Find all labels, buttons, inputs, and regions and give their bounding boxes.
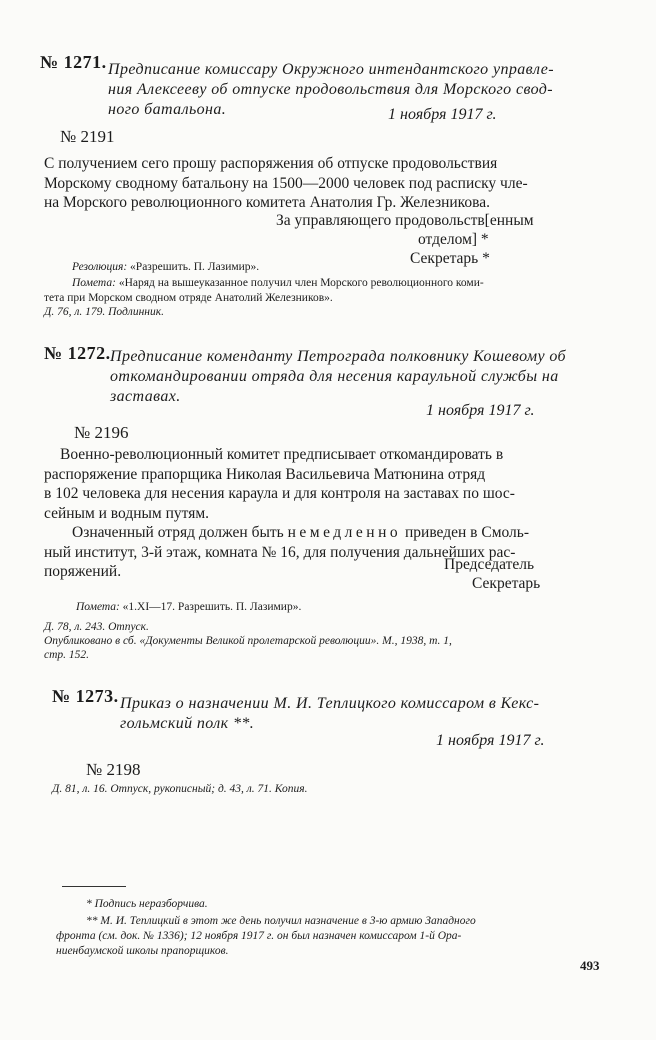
footnote-divider: [62, 886, 126, 887]
mark-label: Пометa:: [76, 601, 120, 613]
signature-line: Секретарь *: [410, 250, 490, 267]
doc-1271-heading-line: Предписание комиссару Окружного интендантского управле-: [108, 61, 555, 78]
doc-1273-heading-line: гольмский полк **.: [120, 715, 255, 732]
doc-1271-number: № 1271.: [40, 52, 107, 72]
doc-1272-heading-line: откомандировании отряда для несения караульной службы на: [110, 368, 559, 385]
doc-1272-number: № 1272.: [44, 343, 111, 363]
mark-text: тета при Морском сводном отряде Анатолий Железников».: [44, 292, 333, 304]
doc-1272-date: 1 ноября 1917 г.: [426, 402, 535, 419]
body-line: на Морского революционного комитета Анатолия Гр. Железникова.: [44, 194, 491, 211]
doc-1272-outgoing-number: № 2196: [74, 423, 129, 442]
body-line: сейным и водным путям.: [44, 504, 210, 522]
doc-1273-archive: Д. 81, л. 16. Отпуск, рукописный; д. 43, л. 71. Копия.: [52, 783, 308, 795]
doc-1272-heading-line: заставах.: [110, 388, 181, 405]
doc-1271-heading-line: ния Алексееву об отпуске продовольствия для Морского свод-: [108, 81, 554, 98]
body-line: С получением сего прошу распоряжения об отпуске продовольствия: [44, 155, 498, 172]
doc-1271-heading: [108, 60, 608, 120]
signature-line: За управляющего продовольств[енным: [276, 212, 534, 229]
footnotes: [56, 897, 606, 959]
body-line: Военно-революционный комитет предписывает откомандировать в: [60, 446, 504, 463]
body-line: распоряжение прапорщика Николая Васильевича Матюнина отряд: [44, 465, 486, 483]
resolution-label: Резолюция:: [72, 261, 128, 273]
archive-line: Д. 78, л. 243. Отпуск.: [44, 621, 149, 633]
doc-1272-archive: [44, 620, 606, 662]
doc-1271-mark: [44, 276, 606, 306]
footnote-line: ниенбаумской школы прапорщиков.: [56, 945, 229, 957]
doc-1272-signature: [444, 555, 604, 593]
page-number: 493: [580, 958, 600, 973]
doc-1273-outgoing-number: № 2198: [86, 760, 141, 779]
signature-line: Председатель: [444, 556, 535, 573]
doc-1271-archive: Д. 76, л. 179. Подлинник.: [44, 306, 164, 318]
doc-1273-date: 1 ноября 1917 г.: [436, 732, 545, 749]
mark-label: Помета:: [72, 277, 116, 289]
doc-1273-heading-line: Приказ о назначении М. И. Теплицкого комиссаром в Кекс-: [120, 695, 540, 712]
footnote-line: ** М. И. Теплицкий в этот же день получил назначение в 3-ю армию Западного: [86, 915, 476, 927]
doc-1272-heading-line: Предписание коменданту Петрограда полковнику Кошевому об: [110, 348, 567, 365]
mark-text: «Наряд на вышеуказанное получил член Морского революционного коми-: [118, 277, 484, 289]
emphasized-word: немедленно: [287, 524, 402, 541]
body-text: приведен в Смоль-: [404, 524, 530, 541]
doc-1271-date: 1 ноября 1917 г.: [388, 106, 497, 123]
doc-1271-signature: [276, 211, 556, 268]
doc-1273-number: № 1273.: [52, 686, 119, 706]
archive-line: Опубликовано в сб. «Документы Великой пролетарской революции». М., 1938, т. 1,: [44, 635, 452, 647]
doc-1271-resolution: [72, 260, 259, 275]
doc-1272-heading: [110, 347, 610, 407]
body-line: [44, 523, 606, 543]
footnote-line: * Подпись неразборчива.: [86, 898, 208, 910]
body-line: поряжений.: [44, 563, 122, 580]
archive-line: стр. 152.: [44, 649, 90, 661]
mark-text: «1.XI—17. Разрешить. П. Лазимир».: [122, 601, 302, 613]
doc-1271-body: [44, 154, 606, 213]
doc-1271-heading-line: ного батальона.: [108, 101, 227, 118]
body-text: Означенный отряд должен быть: [72, 524, 284, 541]
doc-1272-mark: [76, 600, 301, 615]
body-line: ный институт, 3-й этаж, комната № 16, для получения дальнейших рас-: [44, 543, 516, 561]
signature-line: Секретарь: [472, 575, 541, 592]
footnote-line: фронта (см. док. № 1336); 12 ноября 1917 г. он был назначен комиссаром 1-й Ора-: [56, 930, 462, 942]
body-line: в 102 человека для несения караула и для контроля на заставах по шос-: [44, 485, 515, 502]
body-line: Морскому сводному батальону на 1500—2000 человек под расписку чле-: [44, 174, 528, 192]
resolution-text: «Разрешить. П. Лазимир».: [130, 261, 260, 273]
signature-line: отделом] *: [418, 231, 489, 248]
doc-1271-outgoing-number: № 2191: [60, 127, 115, 146]
doc-1273-heading: [120, 694, 600, 734]
